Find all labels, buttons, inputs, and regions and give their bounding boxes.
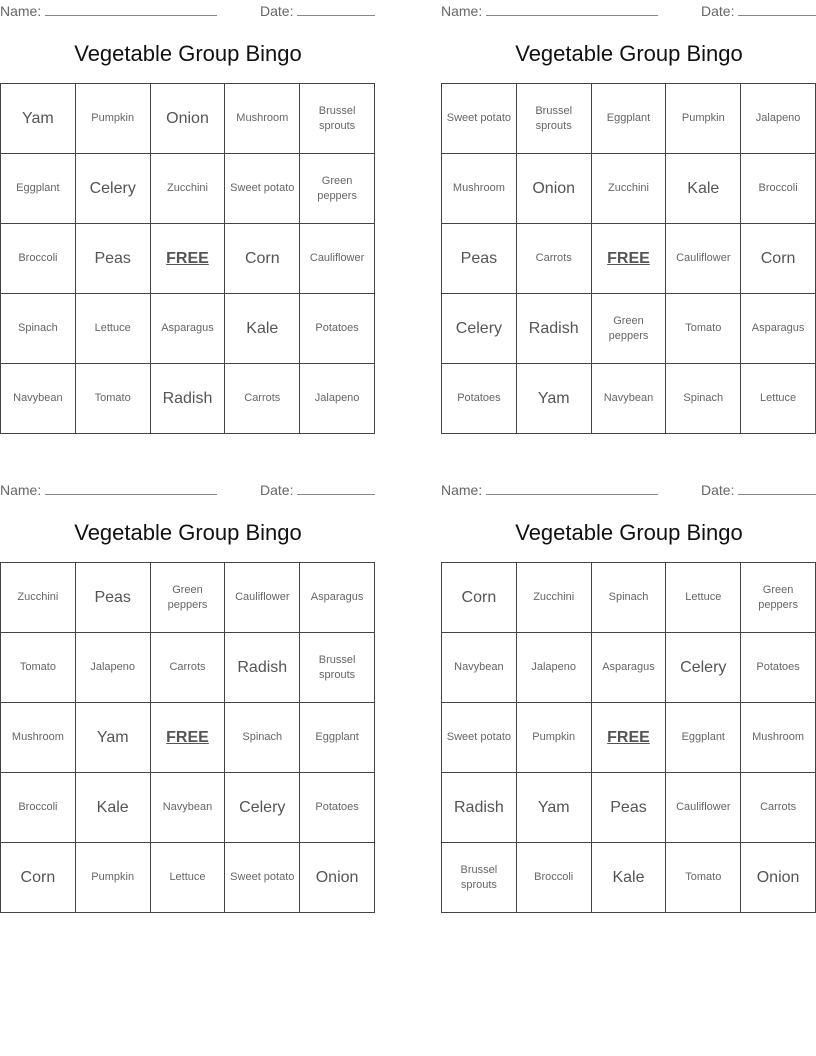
bingo-cell[interactable]: Pumpkin (76, 84, 151, 154)
bingo-cell[interactable]: Peas (442, 224, 517, 294)
bingo-cell[interactable]: Yam (1, 84, 76, 154)
name-field[interactable] (0, 481, 217, 499)
bingo-cell[interactable]: Cauliflower (666, 224, 741, 294)
bingo-cell[interactable]: Corn (1, 843, 76, 913)
bingo-cell[interactable]: Lettuce (76, 294, 151, 364)
bingo-cell[interactable]: Peas (592, 773, 667, 843)
date-blank[interactable] (297, 2, 375, 16)
bingo-grid (0, 83, 375, 434)
bingo-cell[interactable]: Tomato (1, 633, 76, 703)
bingo-cell[interactable]: Broccoli (517, 843, 592, 913)
bingo-cell[interactable]: Onion (151, 84, 226, 154)
bingo-cell[interactable]: Carrots (741, 773, 816, 843)
date-field[interactable] (260, 2, 375, 20)
bingo-cell[interactable]: Yam (76, 703, 151, 773)
name-blank[interactable] (45, 2, 217, 16)
bingo-cell[interactable]: Brussel sprouts (517, 84, 592, 154)
bingo-cell[interactable]: Lettuce (666, 563, 741, 633)
bingo-cell[interactable]: Green peppers (741, 563, 816, 633)
bingo-cell[interactable]: Eggplant (592, 84, 667, 154)
bingo-cell[interactable]: Pumpkin (76, 843, 151, 913)
bingo-cell[interactable]: Potatoes (741, 633, 816, 703)
bingo-cell[interactable]: Green peppers (300, 154, 375, 224)
bingo-cell[interactable]: Corn (225, 224, 300, 294)
bingo-cell[interactable]: Kale (592, 843, 667, 913)
bingo-cell[interactable]: Onion (741, 843, 816, 913)
date-label: Date: (260, 482, 294, 498)
bingo-cell[interactable]: Yam (517, 364, 592, 434)
bingo-cell[interactable]: Sweet potato (442, 84, 517, 154)
name-field[interactable] (441, 481, 658, 499)
bingo-cell[interactable]: Celery (666, 633, 741, 703)
bingo-grid (441, 562, 816, 913)
bingo-cell[interactable]: Radish (151, 364, 226, 434)
bingo-cell[interactable]: Eggplant (1, 154, 76, 224)
bingo-cell[interactable]: Eggplant (666, 703, 741, 773)
bingo-cell[interactable]: Celery (442, 294, 517, 364)
bingo-cell[interactable]: Carrots (151, 633, 226, 703)
bingo-cell[interactable]: Pumpkin (517, 703, 592, 773)
bingo-cell[interactable]: Corn (442, 563, 517, 633)
name-label: Name: (441, 3, 483, 19)
card-title: Vegetable Group Bingo (515, 41, 743, 66)
bingo-cell[interactable]: Kale (225, 294, 300, 364)
bingo-cell[interactable]: Mushroom (442, 154, 517, 224)
name-label: Name: (0, 3, 42, 19)
bingo-cell[interactable]: Spinach (666, 364, 741, 434)
bingo-cell[interactable]: Eggplant (300, 703, 375, 773)
bingo-cell[interactable]: Radish (225, 633, 300, 703)
card-title: Vegetable Group Bingo (74, 41, 302, 66)
bingo-cell[interactable]: Navybean (592, 364, 667, 434)
free-space[interactable]: FREE (592, 224, 667, 294)
bingo-cell[interactable]: Asparagus (741, 294, 816, 364)
name-blank[interactable] (486, 481, 658, 495)
bingo-card-1 (0, 0, 376, 436)
bingo-cell[interactable]: Celery (225, 773, 300, 843)
bingo-cell[interactable]: Carrots (225, 364, 300, 434)
bingo-cell[interactable]: Asparagus (592, 633, 667, 703)
bingo-cell[interactable]: Kale (666, 154, 741, 224)
date-label: Date: (701, 3, 735, 19)
bingo-cell[interactable]: Mushroom (1, 703, 76, 773)
date-label: Date: (701, 482, 735, 498)
bingo-cell[interactable]: Spinach (592, 563, 667, 633)
name-label: Name: (441, 482, 483, 498)
bingo-cell[interactable]: Jalapeno (741, 84, 816, 154)
bingo-cell[interactable]: Onion (517, 154, 592, 224)
bingo-cell[interactable]: Lettuce (151, 843, 226, 913)
bingo-cell[interactable]: Radish (517, 294, 592, 364)
bingo-cell[interactable]: Tomato (76, 364, 151, 434)
free-space[interactable]: FREE (151, 703, 226, 773)
bingo-cell[interactable]: Carrots (517, 224, 592, 294)
bingo-cell[interactable]: Zucchini (1, 563, 76, 633)
name-label: Name: (0, 482, 42, 498)
bingo-cell[interactable]: Celery (76, 154, 151, 224)
bingo-cell[interactable]: Brussel sprouts (300, 633, 375, 703)
free-space[interactable]: FREE (151, 224, 226, 294)
bingo-cell[interactable]: Navybean (442, 633, 517, 703)
bingo-cell[interactable]: Jalapeno (76, 633, 151, 703)
bingo-cell[interactable]: Broccoli (1, 224, 76, 294)
bingo-cell[interactable]: Mushroom (225, 84, 300, 154)
bingo-cell[interactable]: Potatoes (442, 364, 517, 434)
bingo-cell[interactable]: Jalapeno (517, 633, 592, 703)
date-blank[interactable] (297, 481, 375, 495)
bingo-cell[interactable]: Asparagus (151, 294, 226, 364)
date-field[interactable] (701, 481, 816, 499)
bingo-cell[interactable]: Zucchini (517, 563, 592, 633)
date-blank[interactable] (738, 2, 816, 16)
bingo-card-3 (0, 479, 376, 915)
bingo-cell[interactable]: Cauliflower (666, 773, 741, 843)
bingo-cell[interactable]: Navybean (1, 364, 76, 434)
card-title: Vegetable Group Bingo (74, 520, 302, 545)
bingo-cell[interactable]: Brussel sprouts (300, 84, 375, 154)
bingo-cell[interactable]: Green peppers (151, 563, 226, 633)
bingo-cell[interactable]: Onion (300, 843, 375, 913)
bingo-card-2 (441, 0, 816, 436)
bingo-cell[interactable]: Zucchini (151, 154, 226, 224)
bingo-cell[interactable]: Navybean (151, 773, 226, 843)
date-blank[interactable] (738, 481, 816, 495)
bingo-cell[interactable]: Corn (741, 224, 816, 294)
bingo-cell[interactable]: Tomato (666, 843, 741, 913)
bingo-cell[interactable]: Jalapeno (300, 364, 375, 434)
bingo-cell[interactable]: Sweet potato (442, 703, 517, 773)
date-label: Date: (260, 3, 294, 19)
card-title: Vegetable Group Bingo (515, 520, 743, 545)
bingo-cell[interactable]: Brussel sprouts (442, 843, 517, 913)
date-field[interactable] (701, 2, 816, 20)
name-blank[interactable] (45, 481, 217, 495)
bingo-cell[interactable]: Yam (517, 773, 592, 843)
bingo-card-4 (441, 479, 816, 915)
bingo-cell[interactable]: Zucchini (592, 154, 667, 224)
bingo-cell[interactable]: Sweet potato (225, 843, 300, 913)
bingo-cell[interactable]: Mushroom (741, 703, 816, 773)
bingo-cell[interactable]: Tomato (666, 294, 741, 364)
bingo-cell[interactable]: Lettuce (741, 364, 816, 434)
bingo-cell[interactable]: Kale (76, 773, 151, 843)
name-field[interactable] (0, 2, 217, 20)
bingo-cell[interactable]: Peas (76, 224, 151, 294)
date-field[interactable] (260, 481, 375, 499)
bingo-cell[interactable]: Cauliflower (225, 563, 300, 633)
name-field[interactable] (441, 2, 658, 20)
bingo-cell[interactable]: Asparagus (300, 563, 375, 633)
bingo-cell[interactable]: Broccoli (1, 773, 76, 843)
bingo-cell[interactable]: Broccoli (741, 154, 816, 224)
bingo-cell[interactable]: Green peppers (592, 294, 667, 364)
bingo-cell[interactable]: Sweet potato (225, 154, 300, 224)
bingo-cell[interactable]: Spinach (225, 703, 300, 773)
bingo-cell[interactable]: Pumpkin (666, 84, 741, 154)
bingo-cell[interactable]: Peas (76, 563, 151, 633)
bingo-cell[interactable]: Spinach (1, 294, 76, 364)
name-blank[interactable] (486, 2, 658, 16)
bingo-grid (441, 83, 816, 434)
bingo-cell[interactable]: Potatoes (300, 294, 375, 364)
free-space[interactable]: FREE (592, 703, 667, 773)
bingo-cell[interactable]: Radish (442, 773, 517, 843)
bingo-cell[interactable]: Potatoes (300, 773, 375, 843)
bingo-grid (0, 562, 375, 913)
bingo-cell[interactable]: Cauliflower (300, 224, 375, 294)
